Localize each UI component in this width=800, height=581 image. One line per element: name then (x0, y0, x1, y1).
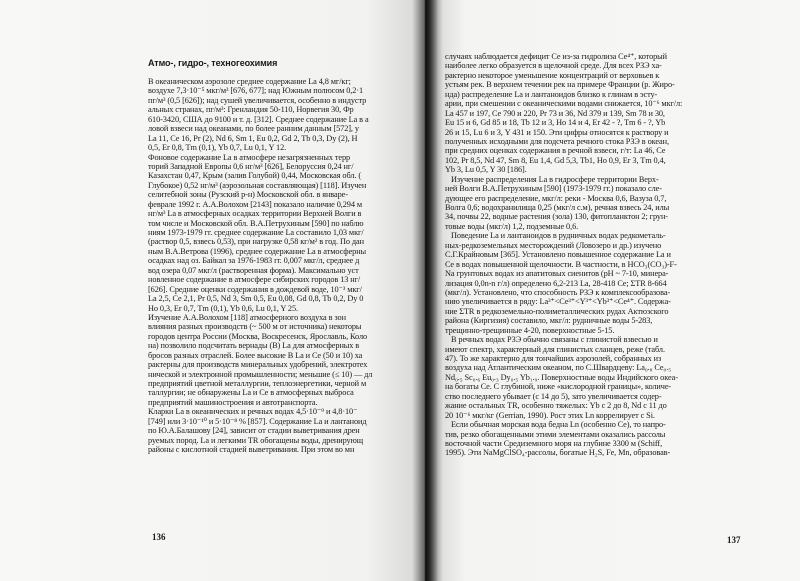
text-line: 1995). Эти NaMgClSO₄-рассолы, богатые H₂S, Fe, Mn, образовав- (445, 448, 671, 458)
text-line: на богаты Ce. С глубиной, ниже «кислородной границы», количе- (445, 382, 672, 392)
text-line: лизация 0,0n-n г/л) определено 6,2-213 La, 28-418 Ce; ΣTR 8-664 (445, 278, 667, 288)
text-line: руемых пород. La и легкими TR обогащены воды, дренирующ (148, 435, 363, 445)
text-line: дующее его распределение, мкг/л: реки - Москва 0,6, Вазуза 0,7, (445, 193, 667, 203)
text-line: 102, Pr 8,5, Nd 47, Sm 8, Eu 1,4, Gd 5,3, Tb1, Ho 0,9, Er 3, Tm 0,4, (445, 155, 666, 165)
text-line: осадках над оз. Байкал за 1976-1983 гг. 0,007 мкг/л, среднее д (148, 256, 360, 266)
text-line: рактерны для производств минеральных удобрений, электротех (148, 360, 368, 370)
text-line: городов центра России (Москва, Воскресенск, Ярославль, Коло (148, 331, 368, 341)
text-line: устьям рек. В верхнем течении рек на примере Франции (р. Жиро- (445, 80, 675, 90)
text-line: ство последнего убывает (с 14 до 5), зато увеличивается содер- (445, 391, 662, 401)
text-line: рактерно некоторое уменьшение концентраций от верховьев к (445, 70, 660, 80)
text-line: предприятий машиностроения и автотранспорта. (148, 397, 318, 407)
left-page-number: 136 (152, 532, 166, 542)
text-line: Nd₀.₅ Sc₀.₆ Eu₀.₃ Dy₀.₅ Yb₁.₉. Поверхностные воды Индийского океа- (445, 372, 678, 382)
text-line: Фоновое содержание La в атмосфере незагрязненных терр (148, 152, 351, 162)
text-line: на) позволило подсчитать вернады (В) La для атмосферных в (148, 341, 360, 351)
right-page (425, 0, 800, 581)
text-line: С.Г.Крайновым [365]. Установлено повышенное содержание La и (445, 250, 671, 260)
text-line: полученных исходными для подсчета речного стока РЗЭ в океан, (445, 136, 669, 146)
text-line: бросов разных отраслей. Более высокие В La и Ce (50 и 10) ха (148, 350, 363, 360)
text-line: товые воды (мкг/л) 1,2, подземные 0,6. (445, 221, 579, 231)
left-page-lines (148, 77, 425, 455)
text-line: альных странах, пг/м³: Гренландия 50-110, Норвегия 30, Фр (148, 105, 354, 115)
text-line: имеют спектр, характерный для глинистых сланцев, реже (табл. (445, 344, 665, 354)
text-line: влияния разных производств (~ 500 м от источника) некоторы (148, 322, 362, 332)
text-line: феврале 1992 г. А.А.Волохом [2143] показало наличие 0,294 м (148, 199, 362, 209)
text-line: таллургии; не обнаружены La и Ce в атмосферных выброса (148, 388, 354, 398)
right-page-text (439, 52, 784, 458)
text-line: арии, при смешении с океаническими водами снижается, 10⁻⁶ мкг/л: (445, 99, 683, 109)
text-line: 34, почвы 22, водные растения (зола) 130, фитопланктон 2; грун- (445, 212, 668, 222)
text-line: нической и электронной промышленности; меньшие (≤ 10) — дл (148, 369, 373, 379)
text-line: 0,5, Er 0,8, Tm (0,1), Yb 0,7, Lu 0,1, Y 12. (148, 143, 287, 153)
text-line: наиболее легко образуется в щелочной среде. Для всех РЗЭ ха- (445, 61, 662, 71)
right-page-number: 137 (727, 535, 741, 545)
text-line: ниям 1973-1979 гг. среднее содержание La составило 1,03 мкг/ (148, 228, 364, 237)
text-line: вод озера 0,07 мкг/л (растворенная форма). Максимально уст (148, 265, 359, 275)
text-line: трещинно-трещинные 4-20, поверхностные 5-15. (445, 325, 615, 335)
text-line: Изучение распределения La в гидросфере территории Верх- (451, 174, 659, 184)
text-line: новленное содержание в атмосфере сибирских городов 13 нг/ (148, 275, 361, 285)
right-page-lines (439, 52, 784, 458)
text-line: La 2,5, Ce 2,1, Pr 0,5, Nd 3, Sm 0,5, Eu 0,08, Gd 0,8, Tb 0,2, Dy 0 (148, 294, 364, 304)
section-heading: Атмо-, гидро-, техногеохимия (148, 58, 278, 68)
text-line: 20 10⁻⁶ мкг/кг (Gerrian, 1990). Рост этих Ln коррелирует с Si. (445, 410, 655, 420)
book-spine-shadow (412, 0, 438, 581)
text-line: жание остальных TR, особенно тяжелых: Yb с 2 до 8, Nd с 11 до (445, 401, 667, 411)
text-line: ных-редкоземельных месторождений (Ловозеро и др.) изучено (445, 240, 662, 250)
text-line: Ho 0,3, Er 0,7, Tm (0,1), Yb 0,6, Lu 0,1, Y 25. (148, 303, 299, 313)
text-line: Yb 3, Lu 0,5, Y 30 [186]. (445, 165, 527, 175)
text-line: [749] или 3·10⁻¹⁰ и 5·10⁻⁸ % [857]. Содержание La и лантаноид (148, 416, 367, 426)
text-line: нию увеличивается в ряду: La³⁺<Ce³⁺<Y³⁺<Yb³⁺<Ce⁴⁺. Содержа- (445, 297, 671, 307)
text-line: при средних оценках содержания в речной взвеси, г/т: La 46, Ce (445, 146, 666, 156)
text-line: случаях наблюдается дефицит Ce из-за гидролиза Ce⁴⁺, который (445, 52, 667, 61)
text-line: Поведение La и лантаноидов в рудничных водах редкометаль- (451, 231, 666, 241)
text-line: нг/м³ La в атмосферных осадках территории Верхней Волги в (148, 209, 362, 219)
text-line: районы с кислотной стадией выветривания. При этом во мн (148, 445, 355, 455)
text-line: La 11, Ce 16, Pr (2), Nd 6, Sm 1, Eu 0,2, Gd 2, Tb 0,3, Dy (2), H (148, 133, 358, 143)
text-line: района (Киргизия) составило, мкг/л: рудничные воды 5-283, (445, 316, 653, 326)
text-line: торий Западной Европы 0,6 нг/м³ [626], Белоруссия 0,24 нг/ (148, 161, 354, 171)
text-line: Казахстан 0,47, Крым (залив Голубой) 0,44, Московская обл. ( (148, 171, 362, 181)
left-page-text (148, 58, 425, 455)
text-line: Ce в водах повышенной щелочности. В частности, в HCO₃(CO₃)-F- (445, 259, 677, 269)
text-line: 610-3420, США до 9100 и т. д. [312]. Среднее содержание La в а (148, 114, 369, 124)
text-line: Na грунтовых водах из апатитовых сиенитов (рН ~ 7-10, минера- (445, 269, 669, 279)
text-line: 47). То же характерно для тончайших аэрозолей, собранных из (445, 354, 662, 363)
text-line: Волга 0,6; водохранилища 0,25 (мкг/л с.м), речная взвесь 24, илы (445, 203, 670, 212)
text-line: ние ΣTR в редкоземельно-полиметаллических рудах Актюзского (445, 306, 669, 316)
text-line: том числе и Московской обл. В.А.Петрухиным [590] по наблю (148, 218, 364, 228)
text-line: В океаническом аэрозоле среднее содержание La 4,8 мг/кг; (148, 77, 351, 86)
text-line: по Ю.А.Балашову [24], зависит от стадии выветривания дрен (148, 426, 360, 436)
text-line: Eu 15 и 6, Gd 85 и 18, Tb 12 и 3, Ho 14 и 4, Er 42 - ?, Tm 6 - ?, Yb (445, 118, 666, 128)
text-line: восточной части Средиземного моря на глубине 3300 м (Schiff, (445, 438, 663, 448)
text-line: воздухе 7,3·10⁻⁵ мкг/м³ [676, 677]; над Южным полюсом 0,2·1 (148, 86, 364, 96)
text-line: ным В.А.Ветрова (1996), среднее содержание La в атмосферны (148, 246, 367, 256)
text-line: предприятий цветной металлургии, теплоэнергетики, черной м (148, 379, 367, 388)
text-line: тив, резко обогащенными этими элементами оказались рассолы (445, 429, 666, 439)
text-line: Кларки La в океанических и речных водах 4,5·10⁻⁹ и 4,8·10⁻ (148, 407, 358, 417)
text-line: Если обычная морская вода бедна Ln (особенно Ce), то напро- (451, 420, 666, 430)
text-line: нда) распределение La и лантаноидов близко к глинам в эсту- (445, 89, 658, 99)
text-line: ловой взвеси над океанами, по более ранним данным [572], у (148, 124, 359, 134)
text-line: Изучение А.А.Волохом [118] атмосферного воздуха в зон (148, 312, 346, 322)
text-line: ней Волги В.А.Петрухиным [590] (1973-1979 гг.) показало сле- (445, 184, 662, 194)
text-line: La 457 и 197, Ce 790 и 220, Pr 73 и 36, Nd 379 и 139, Sm 78 и 30, (445, 108, 665, 118)
text-line: (мкг/л). Установлено, что способность РЗЭ к комплексообразова- (445, 287, 671, 297)
text-line: пг/м³ (0,5 [626]); над сушей увеличивается, особенно в индустр (148, 95, 367, 105)
text-line: В речных водах РЗЭ обычно связаны с глинистой взвесью и (451, 335, 658, 345)
text-line: селитебной зоны (Рузский р-н) Московской обл. в январе- (148, 190, 348, 200)
text-line: [626]. Средние оценки содержания в дождевой воде, 10⁻³ мкг/ (148, 284, 362, 294)
text-line: 26 и 15, Lu 6 и 3, Y 431 и 150. Эти цифры относятся к раствору и (445, 127, 669, 137)
text-line: воздуха над Атлантическим океаном, по С.Швардцеву: La₀.₈ Ce₀.₅ (445, 363, 671, 373)
text-line: Глубокое) 0,52 нг/м³ (аэрозольная составляющая) [118]. Изучен (148, 180, 367, 190)
text-line: (раствор 0,5, взвесь 0,53), при нагрузке 0,58 кг/м² в год. По дан (148, 237, 364, 247)
